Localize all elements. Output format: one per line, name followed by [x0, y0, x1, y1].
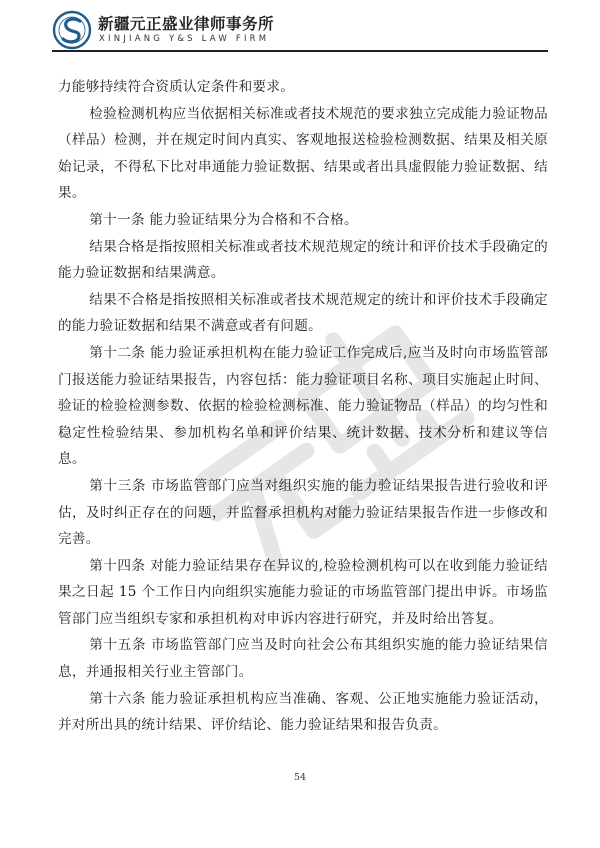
article-14: 第十四条 对能力验证结果存在异议的,检验检测机构可以在收到能力验证结果之日起 15 个工作日内向组织实施能力验证的市场监管部门提出申诉。市场监管部门应当组织专家和承担机构对申诉内容进行研究，并及时给出答复。 [58, 557, 548, 627]
swirl-s-logo-icon [52, 10, 92, 50]
firm-name-chinese: 新疆元正盛业律师事务所 [98, 15, 275, 33]
header-divider [52, 50, 548, 52]
paragraph: 检验检测机构应当依据相关标准或者技术规范的要求独立完成能力验证物品（样品）检测，并在规定时间内真实、客观地报送检验检测数据、结果及相关原始记录，不得私下比对串通能力验证数据、结果或者出具虚假能力验证数据、结果。 [58, 105, 548, 202]
document-body [58, 74, 548, 739]
paragraph: 结果不合格是指按照相关标准或者技术规范规定的统计和评价技术手段确定的能力验证数据和结果不满意或者有问题。 [58, 291, 548, 335]
paragraph: 结果合格是指按照相关标准或者技术规范规定的统计和评价技术手段确定的能力验证数据和结果满意。 [58, 238, 548, 282]
article-13: 第十三条 市场监管部门应当对组织实施的能力验证结果报告进行验收和评估，及时纠正存在的问题，并监督承担机构对能力验证结果报告作进一步修改和完善。 [58, 477, 548, 548]
article-11: 第十一条 能力验证结果分为合格和不合格。 [89, 211, 358, 228]
article-15: 第十五条 市场监管部门应当及时向社会公布其组织实施的能力验证结果信息，并通报相关行业主管部门。 [58, 637, 548, 681]
page-number: 54 [293, 772, 307, 783]
article-16: 第十六条 能力验证承担机构应当准确、客观、公正地实施能力验证活动，并对所出具的统计结果、评价结论、能力验证结果和报告负责。 [58, 690, 548, 734]
article-12: 第十二条 能力验证承担机构在能力验证工作完成后,应当及时向市场监管部门报送能力验证结果报告，内容包括：能力验证项目名称、项目实施起止时间、验证的检验检测参数、依据的检验检测标准、能力验证物品（样品）的均匀性和稳定性检验结果、参加机构名单和评价结果、统计数据、技术分析和建议等信息。 [58, 344, 548, 468]
paragraph-continuation: 力能够持续符合资质认定条件和要求。 [58, 79, 295, 95]
firm-name-english: XINJIANG Y&S LAW FIRM [99, 34, 270, 44]
